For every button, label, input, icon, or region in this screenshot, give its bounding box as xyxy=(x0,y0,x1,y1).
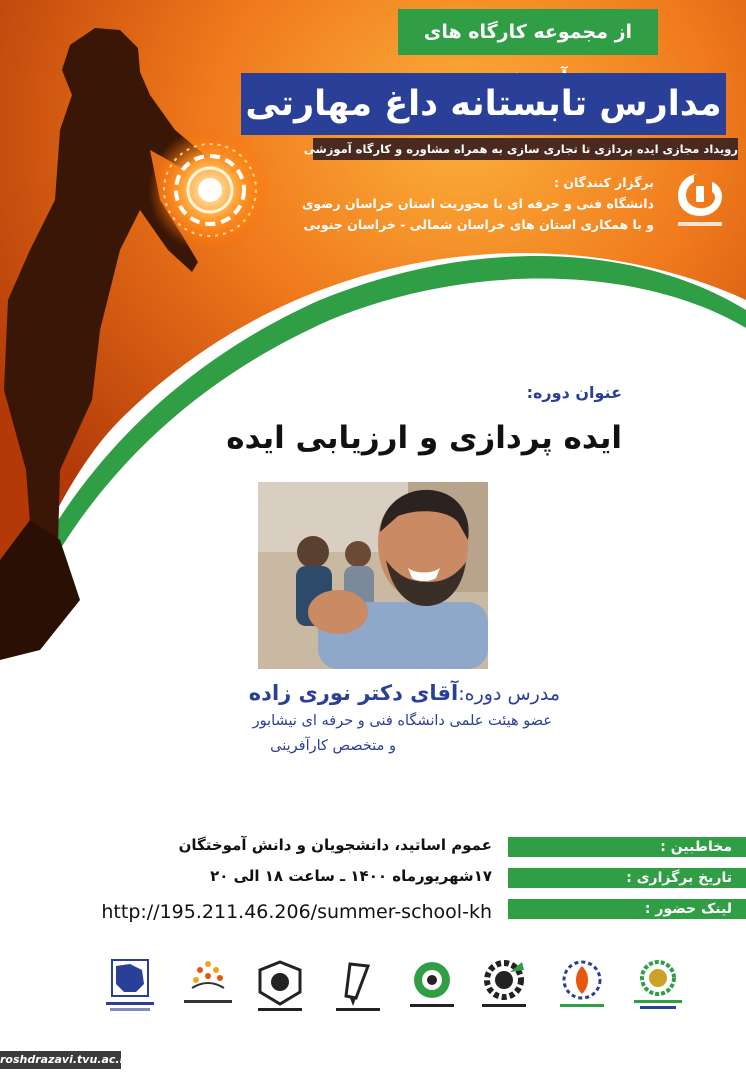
organizers-line-1: دانشگاه فنی و حرفه ای با محوریت استان خراسان رضوی xyxy=(301,196,654,211)
link-label: لینک حضور : xyxy=(508,899,746,919)
audience-label: مخاطبین : xyxy=(508,837,746,857)
partner-logo-iran-map-icon xyxy=(100,958,160,1018)
instructor-bio-1: عضو هیئت علمی دانشگاه فنی و حرفه ای نیشابور xyxy=(252,713,552,729)
partner-logo-gear-icon xyxy=(474,958,534,1018)
attendance-link[interactable]: http://195.211.46.206/summer-school-kh xyxy=(101,901,492,923)
instructor-name: آقای دکتر نوری زاده xyxy=(248,681,459,705)
audience-value: عموم اساتید، دانشجویان و دانش آموختگان xyxy=(178,836,492,854)
course-title: ایده پردازی و ارزیابی ایده xyxy=(226,420,622,456)
website-footer: roshdrazavi.tvu.ac.ir xyxy=(0,1051,121,1069)
organizers-label: برگزار کنندگان : xyxy=(553,175,654,190)
partner-logo-research-fund-icon xyxy=(628,958,688,1018)
organizers-block xyxy=(302,172,654,235)
date-value: ۱۷شهریورماه ۱۴۰۰ ـ ساعت ۱۸ الی ۲۰ xyxy=(210,867,492,885)
university-logo-icon xyxy=(672,170,728,234)
partner-logo-pen-icon xyxy=(328,958,388,1018)
partner-logo-science-park-icon xyxy=(178,958,238,1018)
instructor-prefix: مدرس دوره: xyxy=(458,683,560,705)
event-subtitle: رویداد مجازی ایده پردازی تا تجاری سازی به همراه مشاوره و کارگاه آموزشی xyxy=(313,138,738,160)
instructor-bio-2: و متخصص کارآفرینی xyxy=(270,738,396,754)
partner-logo-skills-center-icon xyxy=(552,958,612,1018)
date-label: تاریخ برگزاری : xyxy=(508,868,746,888)
instructor-photo xyxy=(258,482,488,669)
partner-logo-emblem-icon xyxy=(250,958,310,1018)
course-label: عنوان دوره: xyxy=(526,383,622,402)
main-title: مدارس تابستانه داغ مهارتی xyxy=(241,73,726,135)
instructor-line xyxy=(249,681,560,705)
partner-logo-science-tech-park-icon xyxy=(402,958,462,1018)
organizers-line-2: و با همکاری استان های خراسان شمالی - خراسان جنوبی xyxy=(303,217,654,232)
series-badge: از مجموعه کارگاه های xyxy=(398,9,658,55)
